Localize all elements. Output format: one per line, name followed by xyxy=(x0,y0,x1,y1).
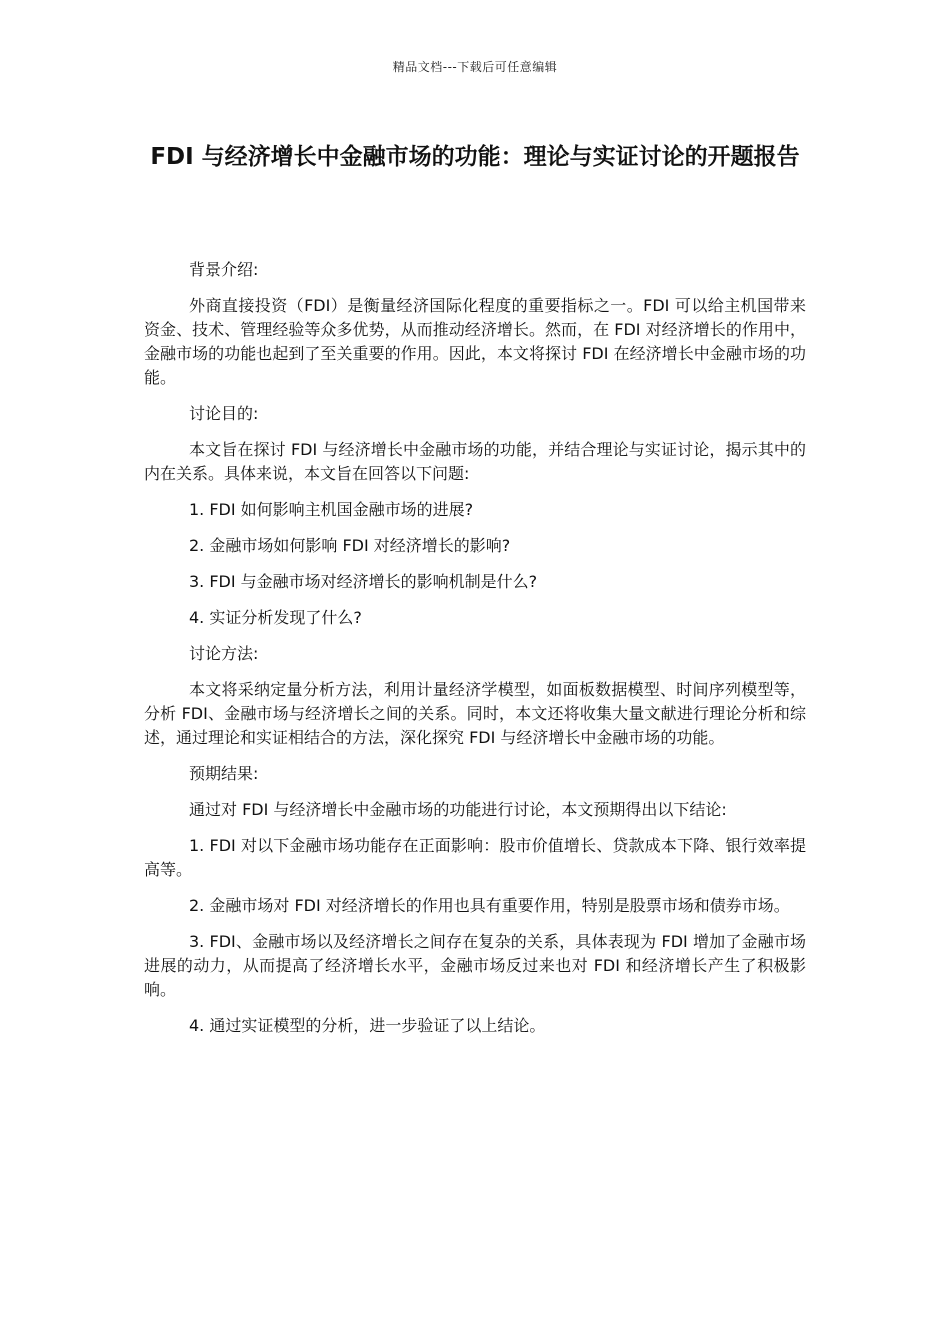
method-paragraph: 本文将采纳定量分析方法，利用计量经济学模型，如面板数据模型、时间序列模型等，分析 FDI、金融市场与经济增长之间的关系。同时，本文还将收集大量文献进行理论分析和综述，通过理论和实证相结合的方法，深化探究 FDI 与经济增长中金融市场的功能。 xyxy=(144,680,806,747)
question-item: 4. 实证分析发现了什么? xyxy=(189,608,362,627)
purpose-paragraph: 本文旨在探讨 FDI 与经济增长中金融市场的功能，并结合理论与实证讨论，揭示其中的内在关系。具体来说，本文旨在回答以下问题: xyxy=(144,440,806,483)
background-paragraph: 外商直接投资（FDI）是衡量经济国际化程度的重要指标之一。FDI 可以给主机国带来资金、技术、管理经验等众多优势，从而推动经济增长。然而，在 FDI 对经济增长的作用中，金融市场的功能也起到了至关重要的作用。因此，本文将探讨 FDI 在经济增长中金融市场的功能。 xyxy=(144,296,806,387)
conclusion-item: 4. 通过实证模型的分析，进一步验证了以上结论。 xyxy=(189,1016,546,1035)
results-heading: 预期结果: xyxy=(189,764,259,783)
document-body xyxy=(144,258,806,1050)
conclusion-item: 3. FDI、金融市场以及经济增长之间存在复杂的关系，具体表现为 FDI 增加了金融市场进展的动力，从而提高了经济增长水平，金融市场反过来也对 FDI 和经济增长产生了积极影响。 xyxy=(144,932,806,999)
question-item: 3. FDI 与金融市场对经济增长的影响机制是什么? xyxy=(189,572,538,591)
document-title: FDI 与经济增长中金融市场的功能：理论与实证讨论的开题报告 xyxy=(150,144,800,170)
question-item: 2. 金融市场如何影响 FDI 对经济增长的影响? xyxy=(189,536,511,555)
purpose-heading: 讨论目的: xyxy=(189,404,259,423)
conclusion-item: 2. 金融市场对 FDI 对经济增长的作用也具有重要作用，特别是股票市场和债券市场。 xyxy=(189,896,790,915)
conclusion-item: 1. FDI 对以下金融市场功能存在正面影响：股市价值增长、贷款成本下降、银行效率提高等。 xyxy=(144,836,806,879)
results-intro: 通过对 FDI 与经济增长中金融市场的功能进行讨论，本文预期得出以下结论: xyxy=(189,800,727,819)
method-heading: 讨论方法: xyxy=(189,644,259,663)
background-heading: 背景介绍: xyxy=(189,260,259,279)
page-header: 精品文档---下载后可任意编辑 xyxy=(392,60,558,74)
question-item: 1. FDI 如何影响主机国金融市场的进展? xyxy=(189,500,474,519)
